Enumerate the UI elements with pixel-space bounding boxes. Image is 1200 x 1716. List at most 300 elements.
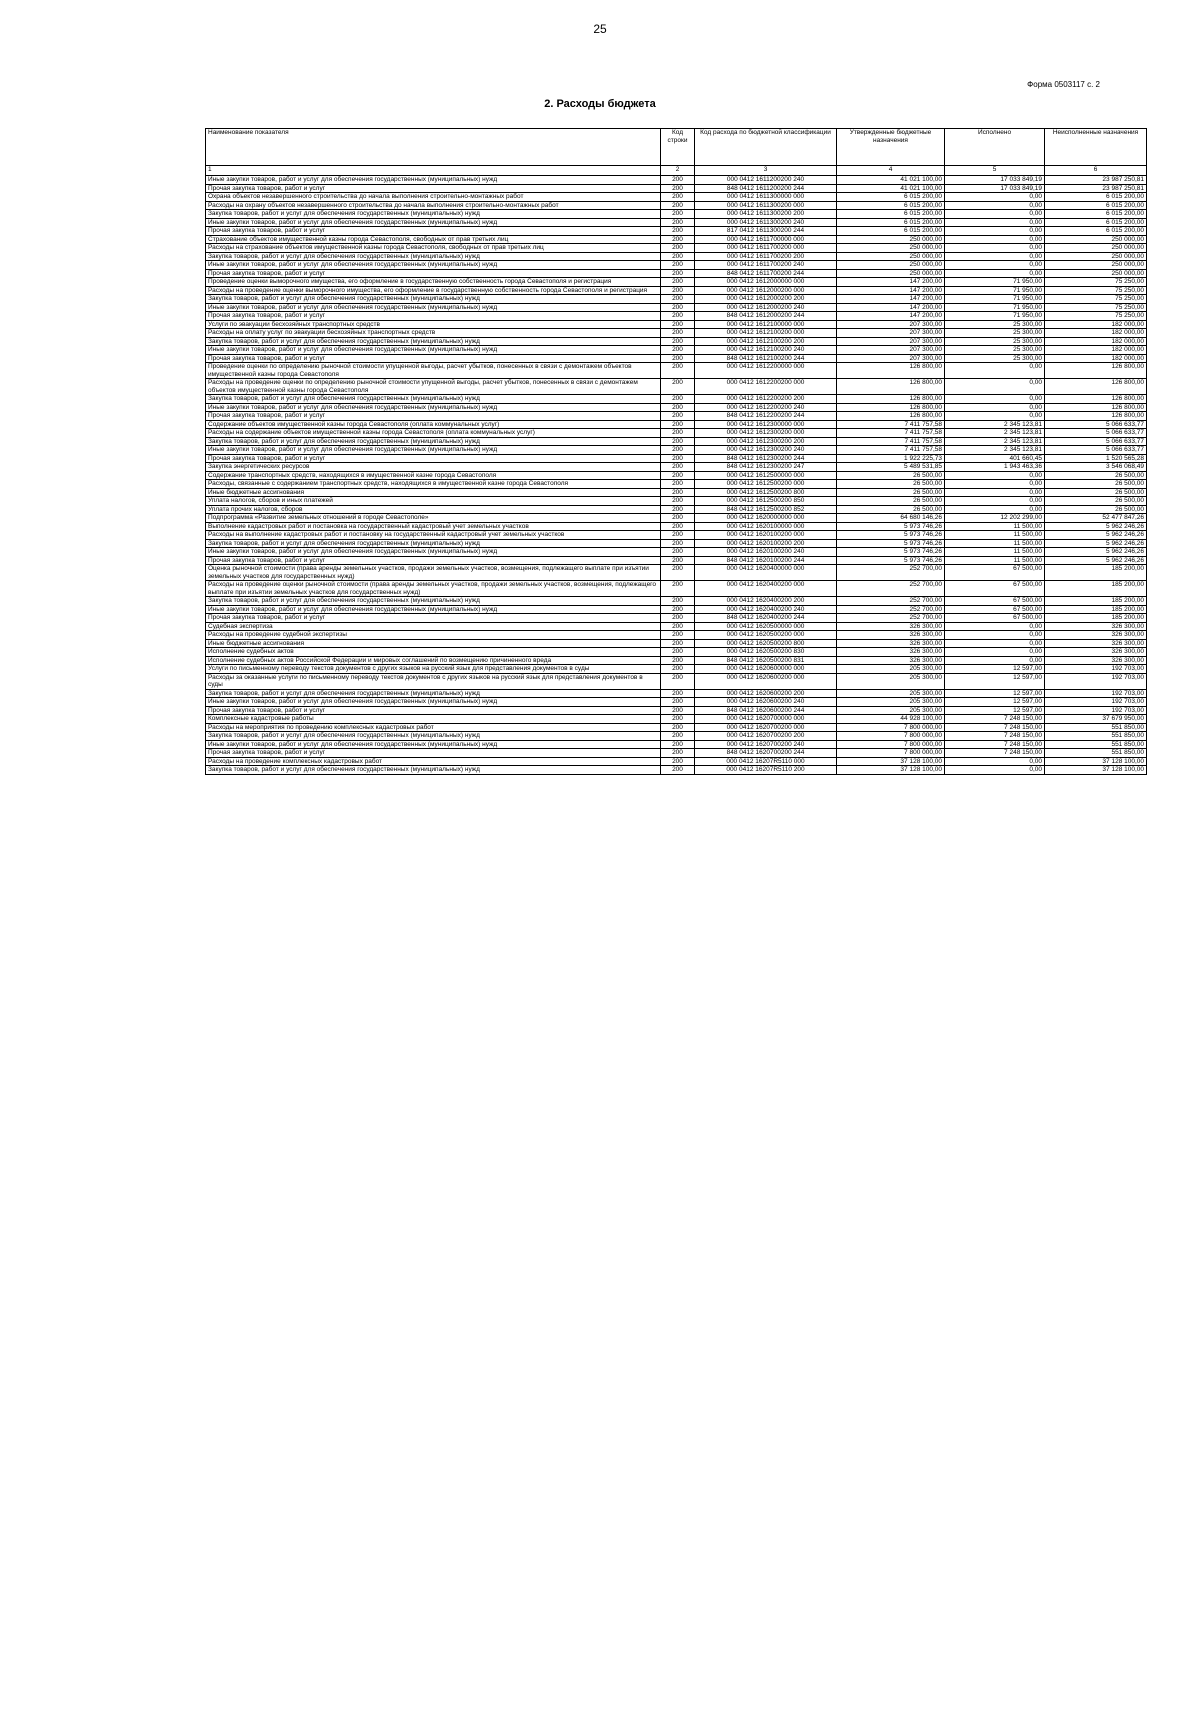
row-line-code: 200 bbox=[661, 218, 695, 227]
row-unexecuted: 192 703,00 bbox=[1045, 673, 1147, 689]
row-approved: 26 500,00 bbox=[837, 497, 945, 506]
row-unexecuted: 182 000,00 bbox=[1045, 329, 1147, 338]
row-expense-code: 000 0412 1612100200 240 bbox=[695, 346, 837, 355]
row-name: Закупка товаров, работ и услуг для обеспечения государственных (муниципальных) нужд bbox=[206, 597, 661, 606]
row-line-code: 200 bbox=[661, 446, 695, 455]
row-expense-code: 000 0412 1612500200 850 bbox=[695, 497, 837, 506]
row-approved: 5 973 746,26 bbox=[837, 556, 945, 565]
row-name: Закупка товаров, работ и услуг для обеспечения государственных (муниципальных) нужд bbox=[206, 395, 661, 404]
column-number: 5 bbox=[945, 166, 1045, 176]
row-line-code: 200 bbox=[661, 605, 695, 614]
table-row bbox=[206, 548, 1147, 557]
row-name: Закупка товаров, работ и услуг для обеспечения государственных (муниципальных) нужд bbox=[206, 210, 661, 219]
row-executed: 2 345 123,81 bbox=[945, 446, 1045, 455]
row-unexecuted: 326 300,00 bbox=[1045, 639, 1147, 648]
row-line-code: 200 bbox=[661, 689, 695, 698]
row-line-code: 200 bbox=[661, 429, 695, 438]
row-unexecuted: 37 128 100,00 bbox=[1045, 766, 1147, 775]
table-row bbox=[206, 395, 1147, 404]
row-expense-code: 000 0412 1612100000 000 bbox=[695, 320, 837, 329]
row-expense-code: 000 0412 1612300000 000 bbox=[695, 420, 837, 429]
table-row bbox=[206, 749, 1147, 758]
row-expense-code: 000 0412 1612500200 800 bbox=[695, 488, 837, 497]
row-line-code: 200 bbox=[661, 531, 695, 540]
row-executed: 0,00 bbox=[945, 218, 1045, 227]
row-line-code: 200 bbox=[661, 295, 695, 304]
row-line-code: 200 bbox=[661, 715, 695, 724]
row-approved: 6 015 200,00 bbox=[837, 193, 945, 202]
table-row bbox=[206, 218, 1147, 227]
table-row bbox=[206, 227, 1147, 236]
row-name: Оценка рыночной стоимости (права аренды земельных участков, продажи земельных участков, возмещения, подлежащего выплате при изъятии земельных участков для государственных нужд) bbox=[206, 565, 661, 581]
row-unexecuted: 192 703,00 bbox=[1045, 665, 1147, 674]
row-line-code: 200 bbox=[661, 732, 695, 741]
row-approved: 147 200,00 bbox=[837, 295, 945, 304]
row-name: Подпрограмма «Развитие земельных отношений в городе Севастополе» bbox=[206, 514, 661, 523]
row-executed: 11 500,00 bbox=[945, 556, 1045, 565]
row-line-code: 200 bbox=[661, 312, 695, 321]
row-line-code: 200 bbox=[661, 286, 695, 295]
row-name: Иные закупки товаров, работ и услуг для обеспечения государственных (муниципальных) нужд bbox=[206, 176, 661, 185]
row-approved: 37 128 100,00 bbox=[837, 757, 945, 766]
row-approved: 6 015 200,00 bbox=[837, 210, 945, 219]
row-approved: 1 922 225,73 bbox=[837, 454, 945, 463]
row-expense-code: 000 0412 1620600200 240 bbox=[695, 698, 837, 707]
header-approved: Утвержденные бюджетные назначения bbox=[837, 129, 945, 166]
table-header-row bbox=[206, 129, 1147, 166]
row-approved: 7 411 757,58 bbox=[837, 429, 945, 438]
row-approved: 26 500,00 bbox=[837, 505, 945, 514]
row-name: Прочая закупка товаров, работ и услуг bbox=[206, 454, 661, 463]
row-name: Расходы на выполнение кадастровых работ и постановку на государственный кадастровый учет земельных участков bbox=[206, 531, 661, 540]
table-row bbox=[206, 698, 1147, 707]
table-row bbox=[206, 631, 1147, 640]
row-name: Расходы на страхование объектов имущественной казны города Севастополя, свободных от прав третьих лиц bbox=[206, 244, 661, 253]
row-name: Закупка товаров, работ и услуг для обеспечения государственных (муниципальных) нужд bbox=[206, 295, 661, 304]
row-expense-code: 000 0412 1612500000 000 bbox=[695, 471, 837, 480]
row-line-code: 200 bbox=[661, 556, 695, 565]
row-line-code: 200 bbox=[661, 505, 695, 514]
row-executed: 0,00 bbox=[945, 471, 1045, 480]
row-line-code: 200 bbox=[661, 403, 695, 412]
row-executed: 0,00 bbox=[945, 488, 1045, 497]
row-approved: 147 200,00 bbox=[837, 312, 945, 321]
row-name: Иные закупки товаров, работ и услуг для обеспечения государственных (муниципальных) нужд bbox=[206, 698, 661, 707]
row-unexecuted: 52 477 847,26 bbox=[1045, 514, 1147, 523]
row-executed: 12 597,00 bbox=[945, 698, 1045, 707]
row-executed: 12 597,00 bbox=[945, 673, 1045, 689]
row-expense-code: 000 0412 1612100200 000 bbox=[695, 329, 837, 338]
row-name: Закупка товаров, работ и услуг для обеспечения государственных (муниципальных) нужд bbox=[206, 766, 661, 775]
row-name: Расходы на проведение оценки выморочного имущества, его оформление в государственную собственность города Севастополя и регистрация bbox=[206, 286, 661, 295]
row-line-code: 200 bbox=[661, 412, 695, 421]
row-executed: 7 248 150,00 bbox=[945, 732, 1045, 741]
row-executed: 0,00 bbox=[945, 648, 1045, 657]
row-name: Иные закупки товаров, работ и услуг для обеспечения государственных (муниципальных) нужд bbox=[206, 605, 661, 614]
page-title: 2. Расходы бюджета bbox=[544, 98, 656, 110]
table-row bbox=[206, 201, 1147, 210]
row-line-code: 200 bbox=[661, 488, 695, 497]
row-line-code: 200 bbox=[661, 176, 695, 185]
row-expense-code: 000 0412 1612200200 240 bbox=[695, 403, 837, 412]
row-unexecuted: 26 500,00 bbox=[1045, 505, 1147, 514]
row-executed: 7 248 150,00 bbox=[945, 749, 1045, 758]
table-row bbox=[206, 210, 1147, 219]
table-row bbox=[206, 723, 1147, 732]
row-name: Закупка товаров, работ и услуг для обеспечения государственных (муниципальных) нужд bbox=[206, 437, 661, 446]
row-approved: 6 015 200,00 bbox=[837, 227, 945, 236]
row-executed: 67 500,00 bbox=[945, 565, 1045, 581]
row-approved: 147 200,00 bbox=[837, 286, 945, 295]
row-line-code: 200 bbox=[661, 565, 695, 581]
row-line-code: 200 bbox=[661, 597, 695, 606]
row-line-code: 200 bbox=[661, 548, 695, 557]
row-executed: 12 597,00 bbox=[945, 689, 1045, 698]
row-name: Охрана объектов незавершенного строительства до начала выполнения строительно-монтажных работ bbox=[206, 193, 661, 202]
row-expense-code: 000 0412 1620700200 240 bbox=[695, 740, 837, 749]
row-unexecuted: 551 850,00 bbox=[1045, 749, 1147, 758]
row-name: Прочая закупка товаров, работ и услуг bbox=[206, 227, 661, 236]
table-row bbox=[206, 363, 1147, 379]
row-line-code: 200 bbox=[661, 622, 695, 631]
row-name: Закупка товаров, работ и услуг для обеспечения государственных (муниципальных) нужд bbox=[206, 732, 661, 741]
row-unexecuted: 1 520 565,28 bbox=[1045, 454, 1147, 463]
table-row bbox=[206, 337, 1147, 346]
row-unexecuted: 5 962 246,26 bbox=[1045, 522, 1147, 531]
table-row bbox=[206, 514, 1147, 523]
row-executed: 71 950,00 bbox=[945, 295, 1045, 304]
table-row bbox=[206, 176, 1147, 185]
row-line-code: 200 bbox=[661, 723, 695, 732]
row-approved: 205 300,00 bbox=[837, 698, 945, 707]
row-executed: 0,00 bbox=[945, 639, 1045, 648]
row-name: Проведение оценки по определению рыночной стоимости упущенной выгоды, расчет убытков, понесенных в связи с демонтажем объектов имущественной казны города Севастополя bbox=[206, 363, 661, 379]
table-row bbox=[206, 312, 1147, 321]
table-row bbox=[206, 639, 1147, 648]
form-reference: Форма 0503117 с. 2 bbox=[1027, 80, 1100, 89]
row-name: Закупка товаров, работ и услуг для обеспечения государственных (муниципальных) нужд bbox=[206, 689, 661, 698]
row-unexecuted: 5 066 633,77 bbox=[1045, 437, 1147, 446]
row-unexecuted: 326 300,00 bbox=[1045, 656, 1147, 665]
row-executed: 25 300,00 bbox=[945, 346, 1045, 355]
row-approved: 252 700,00 bbox=[837, 581, 945, 597]
row-line-code: 200 bbox=[661, 766, 695, 775]
table-row bbox=[206, 715, 1147, 724]
row-name: Услуги по письменному переводу текстов документов с других языков на русский язык для представления документов в суды bbox=[206, 665, 661, 674]
row-name: Расходы на оплату услуг по эвакуации бесхозяйных транспортных средств bbox=[206, 329, 661, 338]
row-name: Прочая закупка товаров, работ и услуг bbox=[206, 412, 661, 421]
row-expense-code: 817 0412 1611300200 244 bbox=[695, 227, 837, 236]
row-executed: 67 500,00 bbox=[945, 597, 1045, 606]
row-unexecuted: 23 987 250,81 bbox=[1045, 184, 1147, 193]
row-expense-code: 848 0412 1612300200 247 bbox=[695, 463, 837, 472]
row-line-code: 200 bbox=[661, 346, 695, 355]
row-expense-code: 000 0412 1620600200 200 bbox=[695, 689, 837, 698]
row-unexecuted: 5 066 633,77 bbox=[1045, 429, 1147, 438]
row-expense-code: 848 0412 1611200200 244 bbox=[695, 184, 837, 193]
row-unexecuted: 75 250,00 bbox=[1045, 312, 1147, 321]
row-name: Иные закупки товаров, работ и услуг для обеспечения государственных (муниципальных) нужд bbox=[206, 548, 661, 557]
row-expense-code: 000 0412 1611700200 000 bbox=[695, 244, 837, 253]
table-row bbox=[206, 706, 1147, 715]
row-approved: 7 411 757,58 bbox=[837, 446, 945, 455]
table-row bbox=[206, 329, 1147, 338]
row-name: Расходы на содержание объектов имущественной казны города Севастополя (оплата коммунальных услуг) bbox=[206, 429, 661, 438]
row-unexecuted: 185 200,00 bbox=[1045, 614, 1147, 623]
row-name: Иные закупки товаров, работ и услуг для обеспечения государственных (муниципальных) нужд bbox=[206, 346, 661, 355]
table-row bbox=[206, 581, 1147, 597]
row-line-code: 200 bbox=[661, 184, 695, 193]
row-name: Расходы на охрану объектов незавершенного строительства до начала выполнения строительно-монтажных работ bbox=[206, 201, 661, 210]
row-executed: 12 202 299,00 bbox=[945, 514, 1045, 523]
row-executed: 0,00 bbox=[945, 757, 1045, 766]
row-unexecuted: 126 800,00 bbox=[1045, 395, 1147, 404]
row-expense-code: 000 0412 1611300200 200 bbox=[695, 210, 837, 219]
row-name: Иные закупки товаров, работ и услуг для обеспечения государственных (муниципальных) нужд bbox=[206, 403, 661, 412]
row-line-code: 200 bbox=[661, 698, 695, 707]
row-approved: 250 000,00 bbox=[837, 261, 945, 270]
row-expense-code: 000 0412 1612300200 000 bbox=[695, 429, 837, 438]
row-executed: 7 248 150,00 bbox=[945, 715, 1045, 724]
row-expense-code: 000 0412 1611300200 240 bbox=[695, 218, 837, 227]
table-row bbox=[206, 497, 1147, 506]
row-approved: 250 000,00 bbox=[837, 269, 945, 278]
row-executed: 67 500,00 bbox=[945, 605, 1045, 614]
table-row bbox=[206, 648, 1147, 657]
row-line-code: 200 bbox=[661, 437, 695, 446]
row-expense-code: 000 0412 1620600000 000 bbox=[695, 665, 837, 674]
row-name: Закупка товаров, работ и услуг для обеспечения государственных (муниципальных) нужд bbox=[206, 539, 661, 548]
table-row bbox=[206, 531, 1147, 540]
row-executed: 25 300,00 bbox=[945, 329, 1045, 338]
row-unexecuted: 37 679 950,00 bbox=[1045, 715, 1147, 724]
table-row bbox=[206, 463, 1147, 472]
row-unexecuted: 126 800,00 bbox=[1045, 363, 1147, 379]
row-approved: 252 700,00 bbox=[837, 614, 945, 623]
table-row bbox=[206, 454, 1147, 463]
row-approved: 126 800,00 bbox=[837, 395, 945, 404]
row-expense-code: 848 0412 1620100200 244 bbox=[695, 556, 837, 565]
row-unexecuted: 6 015 200,00 bbox=[1045, 193, 1147, 202]
row-executed: 71 950,00 bbox=[945, 312, 1045, 321]
row-unexecuted: 182 000,00 bbox=[1045, 354, 1147, 363]
row-unexecuted: 5 962 246,26 bbox=[1045, 539, 1147, 548]
row-approved: 126 800,00 bbox=[837, 403, 945, 412]
row-executed: 7 248 150,00 bbox=[945, 723, 1045, 732]
row-expense-code: 000 0412 1620400200 240 bbox=[695, 605, 837, 614]
table-row bbox=[206, 420, 1147, 429]
row-approved: 126 800,00 bbox=[837, 379, 945, 395]
row-expense-code: 000 0412 1620400200 200 bbox=[695, 597, 837, 606]
row-expense-code: 000 0412 1620400200 000 bbox=[695, 581, 837, 597]
table-row bbox=[206, 244, 1147, 253]
row-executed: 2 345 123,81 bbox=[945, 429, 1045, 438]
row-approved: 205 300,00 bbox=[837, 706, 945, 715]
row-executed: 0,00 bbox=[945, 261, 1045, 270]
table-row bbox=[206, 539, 1147, 548]
row-executed: 0,00 bbox=[945, 244, 1045, 253]
row-unexecuted: 185 200,00 bbox=[1045, 605, 1147, 614]
row-expense-code: 000 0412 1612100200 200 bbox=[695, 337, 837, 346]
row-name: Закупка товаров, работ и услуг для обеспечения государственных (муниципальных) нужд bbox=[206, 252, 661, 261]
column-number: 6 bbox=[1045, 166, 1147, 176]
row-approved: 7 800 000,00 bbox=[837, 749, 945, 758]
row-line-code: 200 bbox=[661, 454, 695, 463]
table-row bbox=[206, 278, 1147, 287]
row-executed: 11 500,00 bbox=[945, 548, 1045, 557]
row-approved: 7 411 757,58 bbox=[837, 437, 945, 446]
row-executed: 0,00 bbox=[945, 363, 1045, 379]
row-approved: 147 200,00 bbox=[837, 303, 945, 312]
row-expense-code: 848 0412 1620500200 831 bbox=[695, 656, 837, 665]
row-line-code: 200 bbox=[661, 395, 695, 404]
table-row bbox=[206, 437, 1147, 446]
row-expense-code: 848 0412 1611700200 244 bbox=[695, 269, 837, 278]
row-name: Услуги по эвакуации бесхозяйных транспортных средств bbox=[206, 320, 661, 329]
row-line-code: 200 bbox=[661, 757, 695, 766]
row-executed: 0,00 bbox=[945, 656, 1045, 665]
table-row bbox=[206, 429, 1147, 438]
row-line-code: 200 bbox=[661, 210, 695, 219]
table-row bbox=[206, 622, 1147, 631]
row-executed: 25 300,00 bbox=[945, 354, 1045, 363]
row-approved: 207 300,00 bbox=[837, 346, 945, 355]
row-unexecuted: 326 300,00 bbox=[1045, 648, 1147, 657]
row-unexecuted: 126 800,00 bbox=[1045, 379, 1147, 395]
expenses-table bbox=[205, 128, 1147, 775]
row-name: Иные закупки товаров, работ и услуг для обеспечения государственных (муниципальных) нужд bbox=[206, 303, 661, 312]
row-expense-code: 000 0412 1612300200 200 bbox=[695, 437, 837, 446]
row-expense-code: 000 0412 1620700000 000 bbox=[695, 715, 837, 724]
row-unexecuted: 551 850,00 bbox=[1045, 723, 1147, 732]
row-executed: 0,00 bbox=[945, 269, 1045, 278]
column-number: 2 bbox=[661, 166, 695, 176]
row-executed: 7 248 150,00 bbox=[945, 740, 1045, 749]
row-unexecuted: 126 800,00 bbox=[1045, 412, 1147, 421]
row-name: Расходы на проведение оценки рыночной стоимости (права аренды земельных участков, продажи земельных участков, возмещения, подлежащего выплате при изъятии земельных участков для государственных нужд) bbox=[206, 581, 661, 597]
row-expense-code: 000 0412 1620100200 240 bbox=[695, 548, 837, 557]
row-line-code: 200 bbox=[661, 278, 695, 287]
row-approved: 207 300,00 bbox=[837, 320, 945, 329]
table-row bbox=[206, 261, 1147, 270]
row-unexecuted: 75 250,00 bbox=[1045, 286, 1147, 295]
row-expense-code: 000 0412 1620700200 000 bbox=[695, 723, 837, 732]
row-executed: 0,00 bbox=[945, 631, 1045, 640]
row-line-code: 200 bbox=[661, 261, 695, 270]
row-executed: 71 950,00 bbox=[945, 303, 1045, 312]
table-row bbox=[206, 446, 1147, 455]
row-line-code: 200 bbox=[661, 420, 695, 429]
row-expense-code: 000 0412 1612000200 000 bbox=[695, 286, 837, 295]
row-line-code: 200 bbox=[661, 235, 695, 244]
row-approved: 26 500,00 bbox=[837, 471, 945, 480]
table-row bbox=[206, 522, 1147, 531]
row-expense-code: 000 0412 16207R5110 000 bbox=[695, 757, 837, 766]
row-unexecuted: 182 000,00 bbox=[1045, 346, 1147, 355]
row-approved: 6 015 200,00 bbox=[837, 201, 945, 210]
row-unexecuted: 5 962 246,26 bbox=[1045, 556, 1147, 565]
row-unexecuted: 250 000,00 bbox=[1045, 269, 1147, 278]
row-line-code: 200 bbox=[661, 471, 695, 480]
row-unexecuted: 26 500,00 bbox=[1045, 488, 1147, 497]
row-expense-code: 000 0412 1620000000 000 bbox=[695, 514, 837, 523]
row-approved: 250 000,00 bbox=[837, 244, 945, 253]
row-approved: 205 300,00 bbox=[837, 689, 945, 698]
row-name: Содержание транспортных средств, находящихся в имущественной казне города Севастополя bbox=[206, 471, 661, 480]
row-approved: 7 800 000,00 bbox=[837, 732, 945, 741]
row-approved: 326 300,00 bbox=[837, 622, 945, 631]
table-row bbox=[206, 565, 1147, 581]
row-unexecuted: 185 200,00 bbox=[1045, 565, 1147, 581]
row-approved: 5 973 746,26 bbox=[837, 539, 945, 548]
row-line-code: 200 bbox=[661, 639, 695, 648]
row-expense-code: 000 0412 1620100200 200 bbox=[695, 539, 837, 548]
row-name: Уплата налогов, сборов и иных платежей bbox=[206, 497, 661, 506]
row-expense-code: 848 0412 1612200200 244 bbox=[695, 412, 837, 421]
row-executed: 2 345 123,81 bbox=[945, 420, 1045, 429]
row-name: Исполнение судебных актов bbox=[206, 648, 661, 657]
table-row bbox=[206, 757, 1147, 766]
row-line-code: 200 bbox=[661, 329, 695, 338]
row-name: Прочая закупка товаров, работ и услуг bbox=[206, 269, 661, 278]
row-executed: 0,00 bbox=[945, 395, 1045, 404]
row-executed: 0,00 bbox=[945, 622, 1045, 631]
row-name: Иные закупки товаров, работ и услуг для обеспечения государственных (муниципальных) нужд bbox=[206, 446, 661, 455]
row-expense-code: 000 0412 1620500000 000 bbox=[695, 622, 837, 631]
table-row bbox=[206, 471, 1147, 480]
header-expense-code: Код расхода по бюджетной классификации bbox=[695, 129, 837, 166]
row-expense-code: 000 0412 1612500200 000 bbox=[695, 480, 837, 489]
row-line-code: 200 bbox=[661, 269, 695, 278]
row-unexecuted: 3 546 068,49 bbox=[1045, 463, 1147, 472]
row-approved: 326 300,00 bbox=[837, 648, 945, 657]
table-row bbox=[206, 505, 1147, 514]
row-expense-code: 000 0412 1620100000 000 bbox=[695, 522, 837, 531]
row-executed: 71 950,00 bbox=[945, 286, 1045, 295]
row-approved: 252 700,00 bbox=[837, 597, 945, 606]
row-approved: 5 489 531,85 bbox=[837, 463, 945, 472]
row-name: Выполнение кадастровых работ и постановка на государственный кадастровый учет земельных участков bbox=[206, 522, 661, 531]
table-row bbox=[206, 193, 1147, 202]
row-line-code: 200 bbox=[661, 673, 695, 689]
row-name: Прочая закупка товаров, работ и услуг bbox=[206, 749, 661, 758]
row-expense-code: 000 0412 1611300000 000 bbox=[695, 193, 837, 202]
row-approved: 41 021 100,00 bbox=[837, 184, 945, 193]
row-name: Судебная экспертиза bbox=[206, 622, 661, 631]
row-expense-code: 000 0412 1620100200 000 bbox=[695, 531, 837, 540]
row-executed: 0,00 bbox=[945, 201, 1045, 210]
table-row bbox=[206, 184, 1147, 193]
row-unexecuted: 37 128 100,00 bbox=[1045, 757, 1147, 766]
row-executed: 0,00 bbox=[945, 480, 1045, 489]
row-name: Комплексные кадастровые работы bbox=[206, 715, 661, 724]
table-row bbox=[206, 320, 1147, 329]
table-row bbox=[206, 269, 1147, 278]
table-row bbox=[206, 556, 1147, 565]
row-approved: 5 973 746,26 bbox=[837, 531, 945, 540]
row-name: Прочая закупка товаров, работ и услуг bbox=[206, 184, 661, 193]
row-expense-code: 000 0412 1611700200 200 bbox=[695, 252, 837, 261]
row-unexecuted: 192 703,00 bbox=[1045, 689, 1147, 698]
row-unexecuted: 326 300,00 bbox=[1045, 631, 1147, 640]
row-expense-code: 000 0412 1620600200 000 bbox=[695, 673, 837, 689]
row-line-code: 200 bbox=[661, 497, 695, 506]
row-unexecuted: 551 850,00 bbox=[1045, 732, 1147, 741]
column-number: 1 bbox=[206, 166, 661, 176]
row-name: Иные закупки товаров, работ и услуг для обеспечения государственных (муниципальных) нужд bbox=[206, 740, 661, 749]
row-line-code: 200 bbox=[661, 614, 695, 623]
table-row bbox=[206, 295, 1147, 304]
